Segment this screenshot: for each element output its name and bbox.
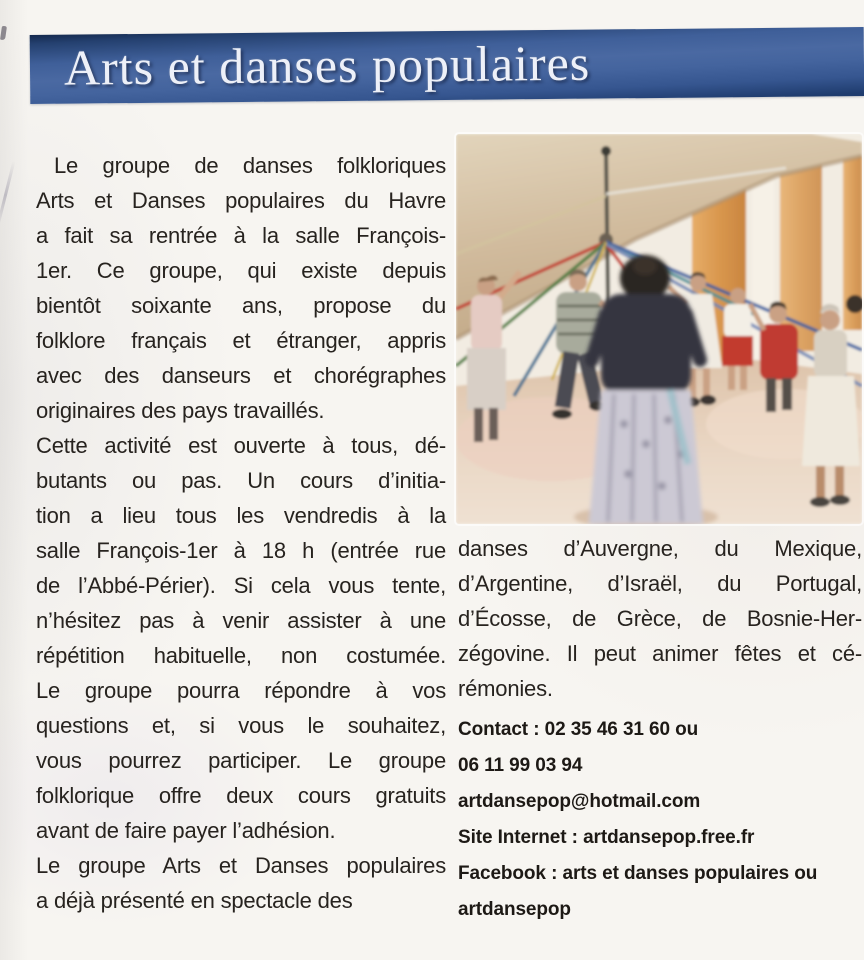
text-line: d’Argentine, d’Israël, du Portugal, xyxy=(458,571,862,596)
text-line: butants ou pas. Un cours d’initia- xyxy=(36,468,446,493)
text-line: tion a lieu tous les vendredis à la xyxy=(36,503,446,528)
article-title: Arts et danses populaires xyxy=(63,34,591,96)
article-right-column xyxy=(458,531,862,706)
text-line: danses d’Auvergne, du Mexique, xyxy=(458,536,862,561)
contact-block xyxy=(458,712,862,928)
contact-facebook-2: artdansepop xyxy=(458,899,571,920)
text-line: Le groupe pourra répondre à vos xyxy=(36,678,446,703)
article-photo xyxy=(456,134,862,524)
contact-website: Site Internet : artdansepop.free.fr xyxy=(458,827,755,848)
text-line: 1er. Ce groupe, qui existe depuis xyxy=(36,258,446,283)
text-line: folklorique offre deux cours gratuits xyxy=(36,783,446,808)
scan-ink-mark xyxy=(0,26,7,41)
text-line: salle François-1er à 18 h (entrée rue xyxy=(36,538,446,563)
text-line: questions et, si vous le souhaitez, xyxy=(36,713,446,738)
contact-email: artdansepop@hotmail.com xyxy=(458,791,701,812)
text-line: n’hésitez pas à venir assister à une xyxy=(36,608,446,633)
text-line: Le groupe Arts et Danses populaires xyxy=(36,853,446,878)
text-line: a fait sa rentrée à la salle François- xyxy=(36,223,446,248)
text-line: originaires des pays travaillés. xyxy=(36,398,325,423)
text-line: avec des danseurs et chorégraphes xyxy=(36,363,446,388)
text-line: Le groupe de danses folkloriques xyxy=(54,153,446,178)
text-line: rémonies. xyxy=(458,676,553,701)
text-line: folklore français et étranger, appris xyxy=(36,328,446,353)
maypole-folk-dance-photo xyxy=(456,134,862,524)
contact-phone-line: Contact : 02 35 46 31 60 ou xyxy=(458,719,699,740)
article-title-banner xyxy=(30,27,864,104)
contact-phone-line-2: 06 11 99 03 94 xyxy=(458,755,583,776)
text-line: d’Écosse, de Grèce, de Bosnie-Her- xyxy=(458,606,862,631)
text-line: a déjà présenté en spectacle des xyxy=(36,888,353,913)
text-line: Cette activité est ouverte à tous, dé- xyxy=(36,433,446,458)
contact-facebook: Facebook : arts et danses populaires ou xyxy=(458,863,818,884)
text-line: bientôt soixante ans, propose du xyxy=(36,293,446,318)
text-line: zégovine. Il peut animer fêtes et cé- xyxy=(458,641,862,666)
text-line: de l’Abbé-Périer). Si cela vous tente, xyxy=(36,573,446,598)
text-line: Arts et Danses populaires du Havre xyxy=(36,188,446,213)
scan-smudge xyxy=(0,161,15,230)
text-line: répétition habituelle, non costumée. xyxy=(36,643,446,668)
text-line: avant de faire payer l’adhésion. xyxy=(36,818,336,843)
text-line: vous pourrez participer. Le groupe xyxy=(36,748,446,773)
article-left-column xyxy=(36,148,446,918)
